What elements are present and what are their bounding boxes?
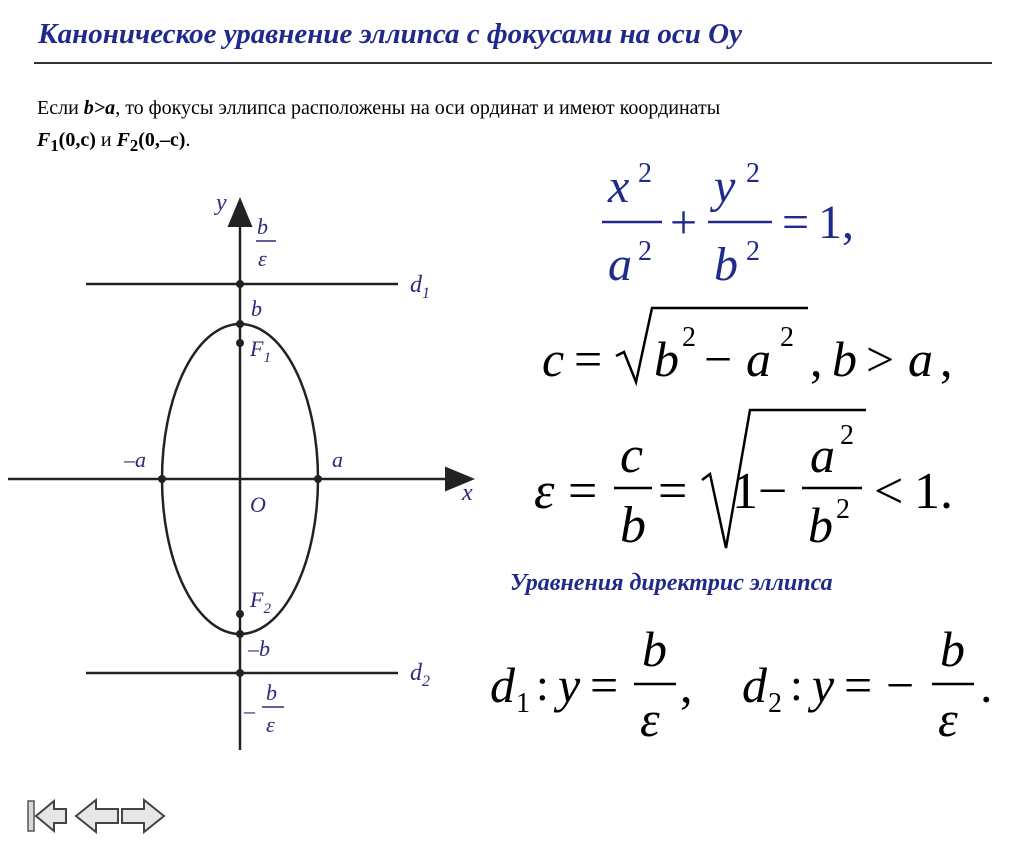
label-b: b — [251, 296, 262, 321]
prev-slide-icon[interactable] — [76, 800, 118, 832]
svg-text:<: < — [874, 463, 904, 520]
svg-text:b: b — [832, 331, 857, 387]
svg-text:ε: ε — [938, 691, 958, 747]
svg-text:=: = — [844, 657, 873, 713]
svg-text:2: 2 — [682, 322, 696, 353]
svg-text:1,: 1, — [818, 196, 854, 249]
slide-title: Каноническое уравнение эллипса с фокусами на оси Оу — [38, 18, 743, 50]
svg-text:y: y — [558, 657, 581, 713]
label-a: a — [332, 447, 343, 472]
svg-text::: : — [790, 659, 803, 710]
y-axis-label: y — [216, 190, 227, 216]
intro-end: . — [185, 129, 191, 151]
svg-text:b: b — [654, 331, 679, 387]
origin-label: O — [250, 492, 266, 517]
svg-text:b: b — [257, 214, 268, 239]
svg-text:a: a — [810, 427, 835, 483]
svg-text:1: 1 — [516, 688, 530, 719]
svg-text:b: b — [620, 497, 646, 554]
svg-text:+: + — [670, 196, 698, 249]
svg-text:a: a — [746, 331, 771, 387]
label-neg-a: –a — [124, 447, 146, 472]
point-b — [236, 320, 244, 328]
svg-text:b: b — [642, 621, 667, 677]
svg-text:a: a — [608, 238, 632, 291]
svg-text:b: b — [266, 680, 277, 705]
svg-text:−: − — [886, 657, 915, 713]
directrix-equations — [486, 612, 1006, 752]
point-neg-b-over-eps — [236, 669, 244, 677]
focal-distance-equation — [536, 300, 976, 390]
point-neg-a — [158, 475, 166, 483]
svg-text:−: − — [704, 331, 733, 387]
svg-text:a: a — [908, 331, 933, 387]
focus-2-name: F — [116, 129, 130, 151]
svg-text:d: d — [490, 657, 515, 713]
svg-text:c: c — [620, 427, 644, 484]
svg-text:1: 1 — [732, 463, 758, 520]
svg-text:y: y — [812, 657, 835, 713]
svg-text:ε: ε — [640, 691, 660, 747]
next-slide-icon[interactable] — [122, 800, 164, 832]
focus-2-sub: 2 — [129, 136, 139, 155]
focus-1-label: $F_1$ — [250, 336, 271, 366]
svg-text:x: x — [608, 160, 630, 213]
focus-1-coords: (0,c) — [58, 129, 96, 151]
directrix-heading: Уравнения директрис эллипса — [510, 570, 833, 596]
svg-text:2: 2 — [638, 158, 652, 189]
svg-text:d: d — [742, 657, 767, 713]
svg-text:=: = — [590, 657, 619, 713]
svg-text:1.: 1. — [914, 463, 953, 520]
svg-text:,: , — [680, 657, 693, 713]
point-f2 — [236, 610, 244, 618]
label-neg-b: –b — [248, 636, 270, 661]
intro-lead: Если — [37, 97, 84, 119]
directrix-d1-label: $d_1$ — [410, 272, 430, 302]
slide-navigation — [26, 796, 166, 836]
directrix-d2-label: $d_2$ — [410, 660, 430, 690]
svg-text:2: 2 — [840, 420, 854, 451]
svg-text:,: , — [810, 331, 823, 387]
svg-text:=: = — [782, 196, 810, 249]
svg-text:b: b — [714, 238, 738, 291]
svg-text:.: . — [980, 657, 993, 713]
svg-text:,: , — [940, 331, 953, 387]
label-b-over-eps — [256, 214, 276, 271]
svg-text:2: 2 — [746, 236, 760, 267]
svg-text:–: – — [244, 698, 255, 723]
svg-text:ε: ε — [266, 712, 275, 737]
svg-text:b: b — [940, 621, 965, 677]
svg-text:−: − — [758, 463, 788, 520]
title-divider — [34, 62, 992, 64]
svg-text:2: 2 — [746, 158, 760, 189]
label-neg-b-over-eps — [243, 680, 284, 737]
svg-text:y: y — [714, 160, 736, 213]
intro-conjunction: и — [95, 129, 117, 151]
svg-text:b: b — [808, 497, 833, 553]
svg-text:ε: ε — [534, 463, 555, 520]
point-b-over-eps — [236, 280, 244, 288]
svg-text:2: 2 — [768, 688, 782, 719]
ellipse-diagram — [0, 180, 500, 760]
point-neg-b — [236, 630, 244, 638]
point-a — [314, 475, 322, 483]
svg-text::: : — [536, 659, 549, 710]
canonical-equation — [596, 150, 876, 300]
svg-text:=: = — [658, 463, 688, 520]
svg-text:>: > — [866, 331, 895, 387]
eccentricity-equation — [526, 400, 986, 560]
focus-2-label: $F_2$ — [250, 587, 271, 617]
first-slide-icon[interactable] — [28, 801, 66, 831]
focus-1-sub: 1 — [50, 136, 59, 155]
svg-text:=: = — [574, 331, 603, 387]
x-axis-label: x — [462, 480, 473, 506]
intro-condition: b>a — [83, 97, 116, 119]
svg-text:2: 2 — [780, 322, 794, 353]
svg-text:2: 2 — [638, 236, 652, 267]
svg-text:ε: ε — [258, 246, 267, 271]
focus-1-name: F — [37, 129, 51, 151]
svg-text:c: c — [542, 331, 565, 387]
svg-text:2: 2 — [836, 494, 850, 525]
svg-text:=: = — [568, 463, 598, 520]
intro-rest: , то фокусы эллипса расположены на оси ординат и имеют координаты — [115, 97, 721, 119]
focus-2-coords: (0,–c) — [138, 129, 186, 151]
point-f1 — [236, 339, 244, 347]
